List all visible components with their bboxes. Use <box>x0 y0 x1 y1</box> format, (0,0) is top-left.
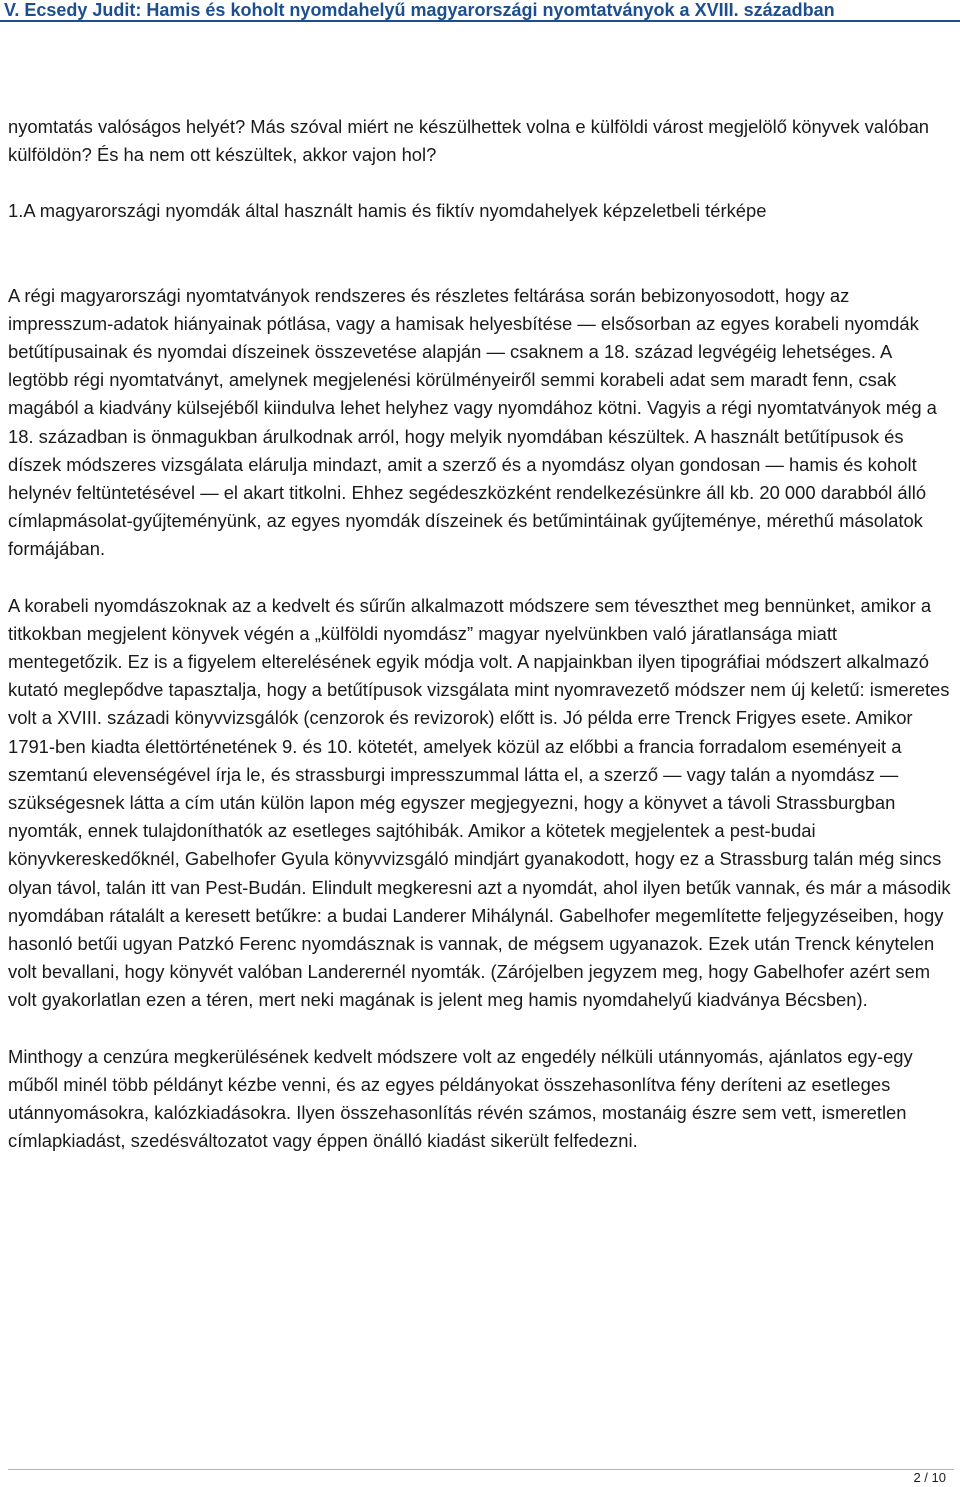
footer-rule <box>8 1469 954 1470</box>
page-footer <box>0 1469 960 1487</box>
document-body <box>8 113 956 1156</box>
header-rule <box>0 20 960 22</box>
body-paragraph: A régi magyarországi nyomtatványok rendszeres és részletes feltárása során bebizonyosodott, hogy az impresszum-adatok hiányainak pótlása, vagy a hamisak helyesbítése — elsősorban az egyes korabeli nyomdák betűtípusainak és nyomdai díszeinek összevetése alapján — csaknem a 18. század legvégéig lehetséges. A legtöbb régi nyomtatványt, amelynek megjelenési körülményeiről semmi korabeli adat sem maradt fenn, csak magából a kiadvány külsejéből kiindulva lehet helyhez vagy nyomdához kötni. Vagyis a régi nyomtatványok még a 18. században is önmagukban árulkodnak arról, hogy melyik nyomdában készültek. A használt betűtípusok és díszek módszeres vizsgálata elárulja mindazt, amit a szerző és a nyomdász olyan gondosan — hamis és koholt helynév feltüntetésével — el akart titkolni. Ehhez segédeszközként rendelkezésünkre áll kb. 20 000 darabból álló címlapmásolat-gyűjteményünk, az egyes nyomdák díszeinek és betűmintáinak gyűjteménye, mérethű másolatok formájában. <box>8 284 937 560</box>
body-paragraph: A korabeli nyomdászoknak az a kedvelt és sűrűn alkalmazott módszere sem téveszthet meg bennünket, amikor a titkokban megjelent könyvek végén a „külföldi nyomdász” magyar nyelvünkben való járatlansága miatt mentegetőzik. Ez is a figyelem elterelésének egyik módja volt. A napjainkban ilyen tipográfiai módszert alkalmazó kutató meglepődve tapasztalja, hogy a betűtípusok vizsgálata mint nyomravezető módszer nem új keletű: ismeretes volt a XVIII. századi könyvvizsgálók (cenzorok és revizorok) előtt is. Jó példa erre Trenck Frigyes esete. Amikor 1791-ben kiadta élettörténetének 9. és 10. kötetét, amelyek közül az előbbi a francia forradalom eseményeit a szemtanú elevenségével írja le, és strassburgi impresszummal látta el, a szerző — vagy talán a nyomdász — szükségesnek látta a cím után külön lapon még egyszer megjegyezni, hogy a könyvet a távoli Strassburgban nyomták, ennek tulajdoníthatók az esetleges sajtóhibák. Amikor a kötetek megjelentek a pest-budai könyvkereskedőknél, Gabelhofer Gyula könyvvizsgáló mindjárt gyanakodott, hogy ez a Strassburg talán még sincs olyan távol, talán itt van Pest-Budán. Elindult megkeresni azt a nyomdát, ahol ilyen betűk vannak, és már a második nyomdában rátalált a keresett betűkre: a budai Landerer Mihálynál. Gabelhofer megemlítette feljegyzéseiben, hogy hasonló betűi ugyan Patzkó Ferenc nyomdásznak is vannak, de mégsem ugyanazok. Ezek után Trenck kénytelen volt bevallani, hogy könyvét valóban Landerernél nyomták. (Zárójelben jegyzem meg, hogy Gabelhofer azért sem volt gyakorlatlan ezen a téren, mert neki magának is jelent meg hamis nyomdahelyű kiadványa Bécsben). <box>8 594 951 1011</box>
page-header <box>4 0 956 24</box>
intro-paragraph: nyomtatás valóságos helyét? Más szóval miért ne készülhettek volna e külföldi várost megjelölő könyvek valóban külföldön? És ha nem ott készültek, akkor vajon hol? <box>8 116 930 166</box>
body-paragraph: Minthogy a cenzúra megkerülésének kedvelt módszere volt az engedély nélküli utánnyomás, ajánlatos egy-egy műből minél több példányt kézbe venni, és az egyes példányokat összehasonlítva fény deríteni az esetleges utánnyomásokra, kalózkiadásokra. Ilyen összehasonlítás révén számos, mostanáig észre sem vett, ismeretlen címlapkiadást, szedésváltozatot vagy éppen önálló kiadást sikerült felfedezni. <box>8 1045 913 1152</box>
page-number: 2 / 10 <box>913 1470 946 1485</box>
document-title: V. Ecsedy Judit: Hamis és koholt nyomdahelyű magyarországi nyomtatványok a XVIII. században <box>4 0 835 20</box>
section-heading: 1.A magyarországi nyomdák által használt hamis és fiktív nyomdahelyek képzeletbeli térképe <box>8 200 767 222</box>
